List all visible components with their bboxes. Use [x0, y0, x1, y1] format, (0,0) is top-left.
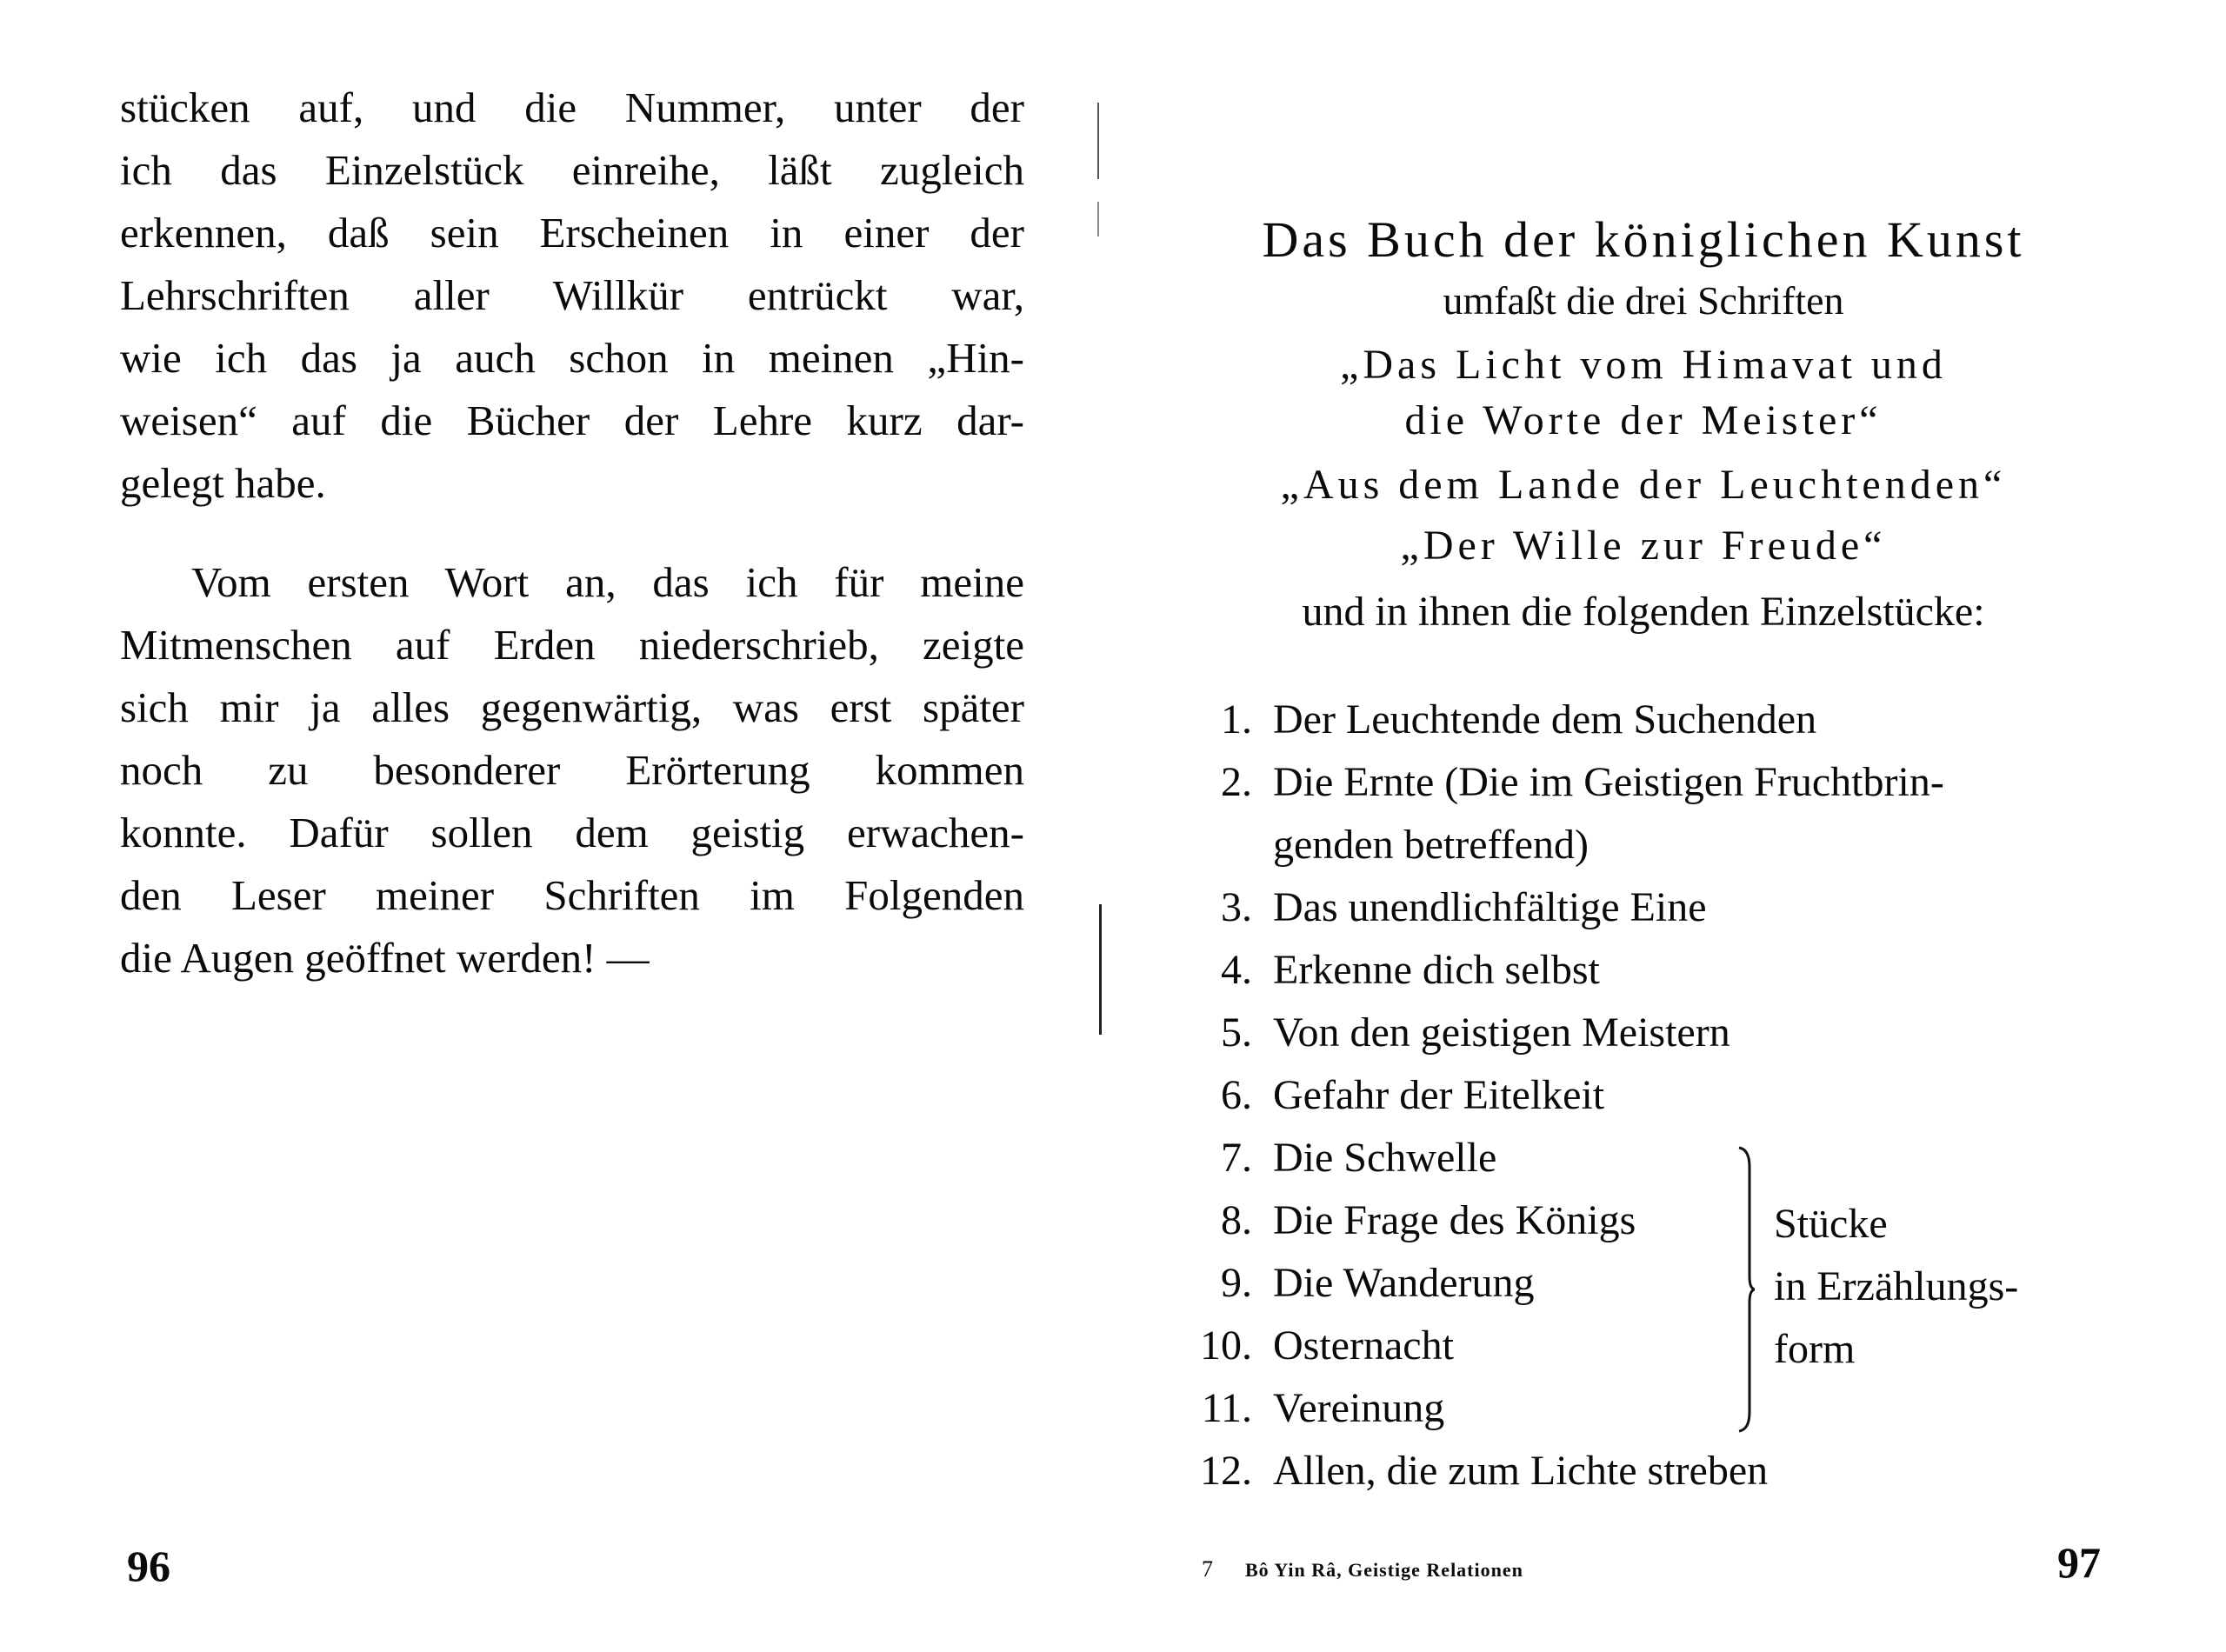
item-text: genden betreffend) [1273, 822, 1589, 868]
text-line: gelegt habe. [120, 459, 326, 507]
list-item [1183, 939, 2104, 1002]
text-line: erkennen, daß sein Erscheinen in einer der [120, 209, 1024, 256]
item-text: Erkenne dich selbst [1273, 947, 1600, 993]
item-text: Die Schwelle [1273, 1135, 1497, 1181]
work-title-line: „Das Licht vom Himavat und [1340, 342, 1947, 388]
paragraph-2 [120, 551, 1024, 989]
text-line: Vom ersten Wort an, das ich für meine [191, 558, 1024, 606]
work-title-line: „Der Wille zur Freude“ [1400, 523, 1887, 569]
item-number: 5. [1221, 1009, 1252, 1056]
signature-text: Bô Yin Râ, Geistige Relationen [1245, 1559, 1523, 1581]
text-line: Lehrschriften aller Willkür entrückt war, [120, 271, 1024, 319]
text-line: stücken auf, und die Nummer, unter der [120, 83, 1024, 131]
list-item-continuation [1183, 814, 2104, 876]
item-text: Die Frage des Königs [1273, 1197, 1636, 1243]
list-item [1183, 1127, 2104, 1189]
list-item [1183, 689, 2104, 751]
text-line: Mitmenschen auf Erden niederschrieb, zeigte [120, 621, 1024, 669]
work-title-line: „Aus dem Lande der Leuchtenden“ [1280, 462, 2007, 508]
text-line: sich mir ja alles gegenwärtig, was erst später [120, 683, 1024, 731]
brace-icon [1737, 1146, 1755, 1433]
item-number: 4. [1221, 947, 1252, 993]
item-text: Allen, die zum Lichte streben [1273, 1448, 1769, 1494]
item-text: Vereinung [1273, 1385, 1445, 1431]
intro-line: und in ihnen die folgenden Einzelstücke: [1302, 589, 1985, 635]
item-text: Osternacht [1273, 1322, 1454, 1369]
item-text: Der Leuchtende dem Suchenden [1273, 696, 1817, 743]
item-number: 3. [1221, 884, 1252, 930]
list-item [1183, 1002, 2104, 1064]
list-item [1183, 1377, 2104, 1440]
page-number-left: 96 [127, 1542, 170, 1590]
item-text: Das unendlichfältige Eine [1273, 884, 1707, 930]
right-page-header [1183, 207, 2104, 643]
text-line: weisen“ auf die Bücher der Lehre kurz dar- [120, 396, 1024, 444]
list-item [1183, 1064, 2104, 1127]
left-page-body [120, 77, 1024, 989]
gutter-mark [1099, 904, 1102, 1035]
text-line: noch zu besonderer Erörterung kommen [120, 746, 1024, 794]
text-line: die Augen geöffnet werden! — [120, 934, 650, 982]
item-text: Die Ernte (Die im Geistigen Fruchtbrin- [1273, 759, 1944, 805]
brace-note [1774, 1193, 2018, 1381]
item-text: Die Wanderung [1273, 1260, 1535, 1306]
subtitle: umfaßt die drei Schriften [1443, 278, 1844, 323]
brace-note-line: in Erzählungs- [1774, 1263, 2019, 1309]
gutter-mark [1097, 202, 1099, 236]
work-title-line: die Worte der Meister“ [1404, 397, 1883, 443]
item-number: 7. [1221, 1135, 1252, 1181]
item-text: Von den geistigen Meistern [1273, 1009, 1730, 1056]
signature-number: 7 [1202, 1556, 1214, 1582]
book-title: Das Buch der königlichen Kunst [1262, 211, 2025, 268]
item-number: 8. [1221, 1197, 1252, 1243]
gutter-mark [1097, 103, 1099, 179]
signature-footer [1202, 1556, 1523, 1582]
list-item [1183, 751, 2104, 814]
paragraph-1 [120, 77, 1024, 515]
text-line: wie ich das ja auch schon in meinen „Hin- [120, 334, 1024, 382]
item-number: 12. [1200, 1448, 1252, 1494]
list-item [1183, 876, 2104, 939]
text-line: ich das Einzelstück einreihe, läßt zugleich [120, 146, 1024, 194]
item-number: 1. [1221, 696, 1252, 743]
item-number: 2. [1221, 759, 1252, 805]
brace-note-line: form [1774, 1326, 1856, 1372]
page-number-right: 97 [2057, 1538, 2101, 1587]
text-line: den Leser meiner Schriften im Folgenden [120, 871, 1024, 919]
item-number: 10. [1200, 1322, 1252, 1369]
brace-note-line: Stücke [1774, 1201, 1888, 1247]
text-line: konnte. Dafür sollen dem geistig erwachen- [120, 809, 1024, 856]
item-number: 11. [1201, 1385, 1252, 1431]
item-text: Gefahr der Eitelkeit [1273, 1072, 1605, 1118]
item-number: 6. [1221, 1072, 1252, 1118]
list-item [1183, 1440, 2104, 1502]
item-number: 9. [1221, 1260, 1252, 1306]
